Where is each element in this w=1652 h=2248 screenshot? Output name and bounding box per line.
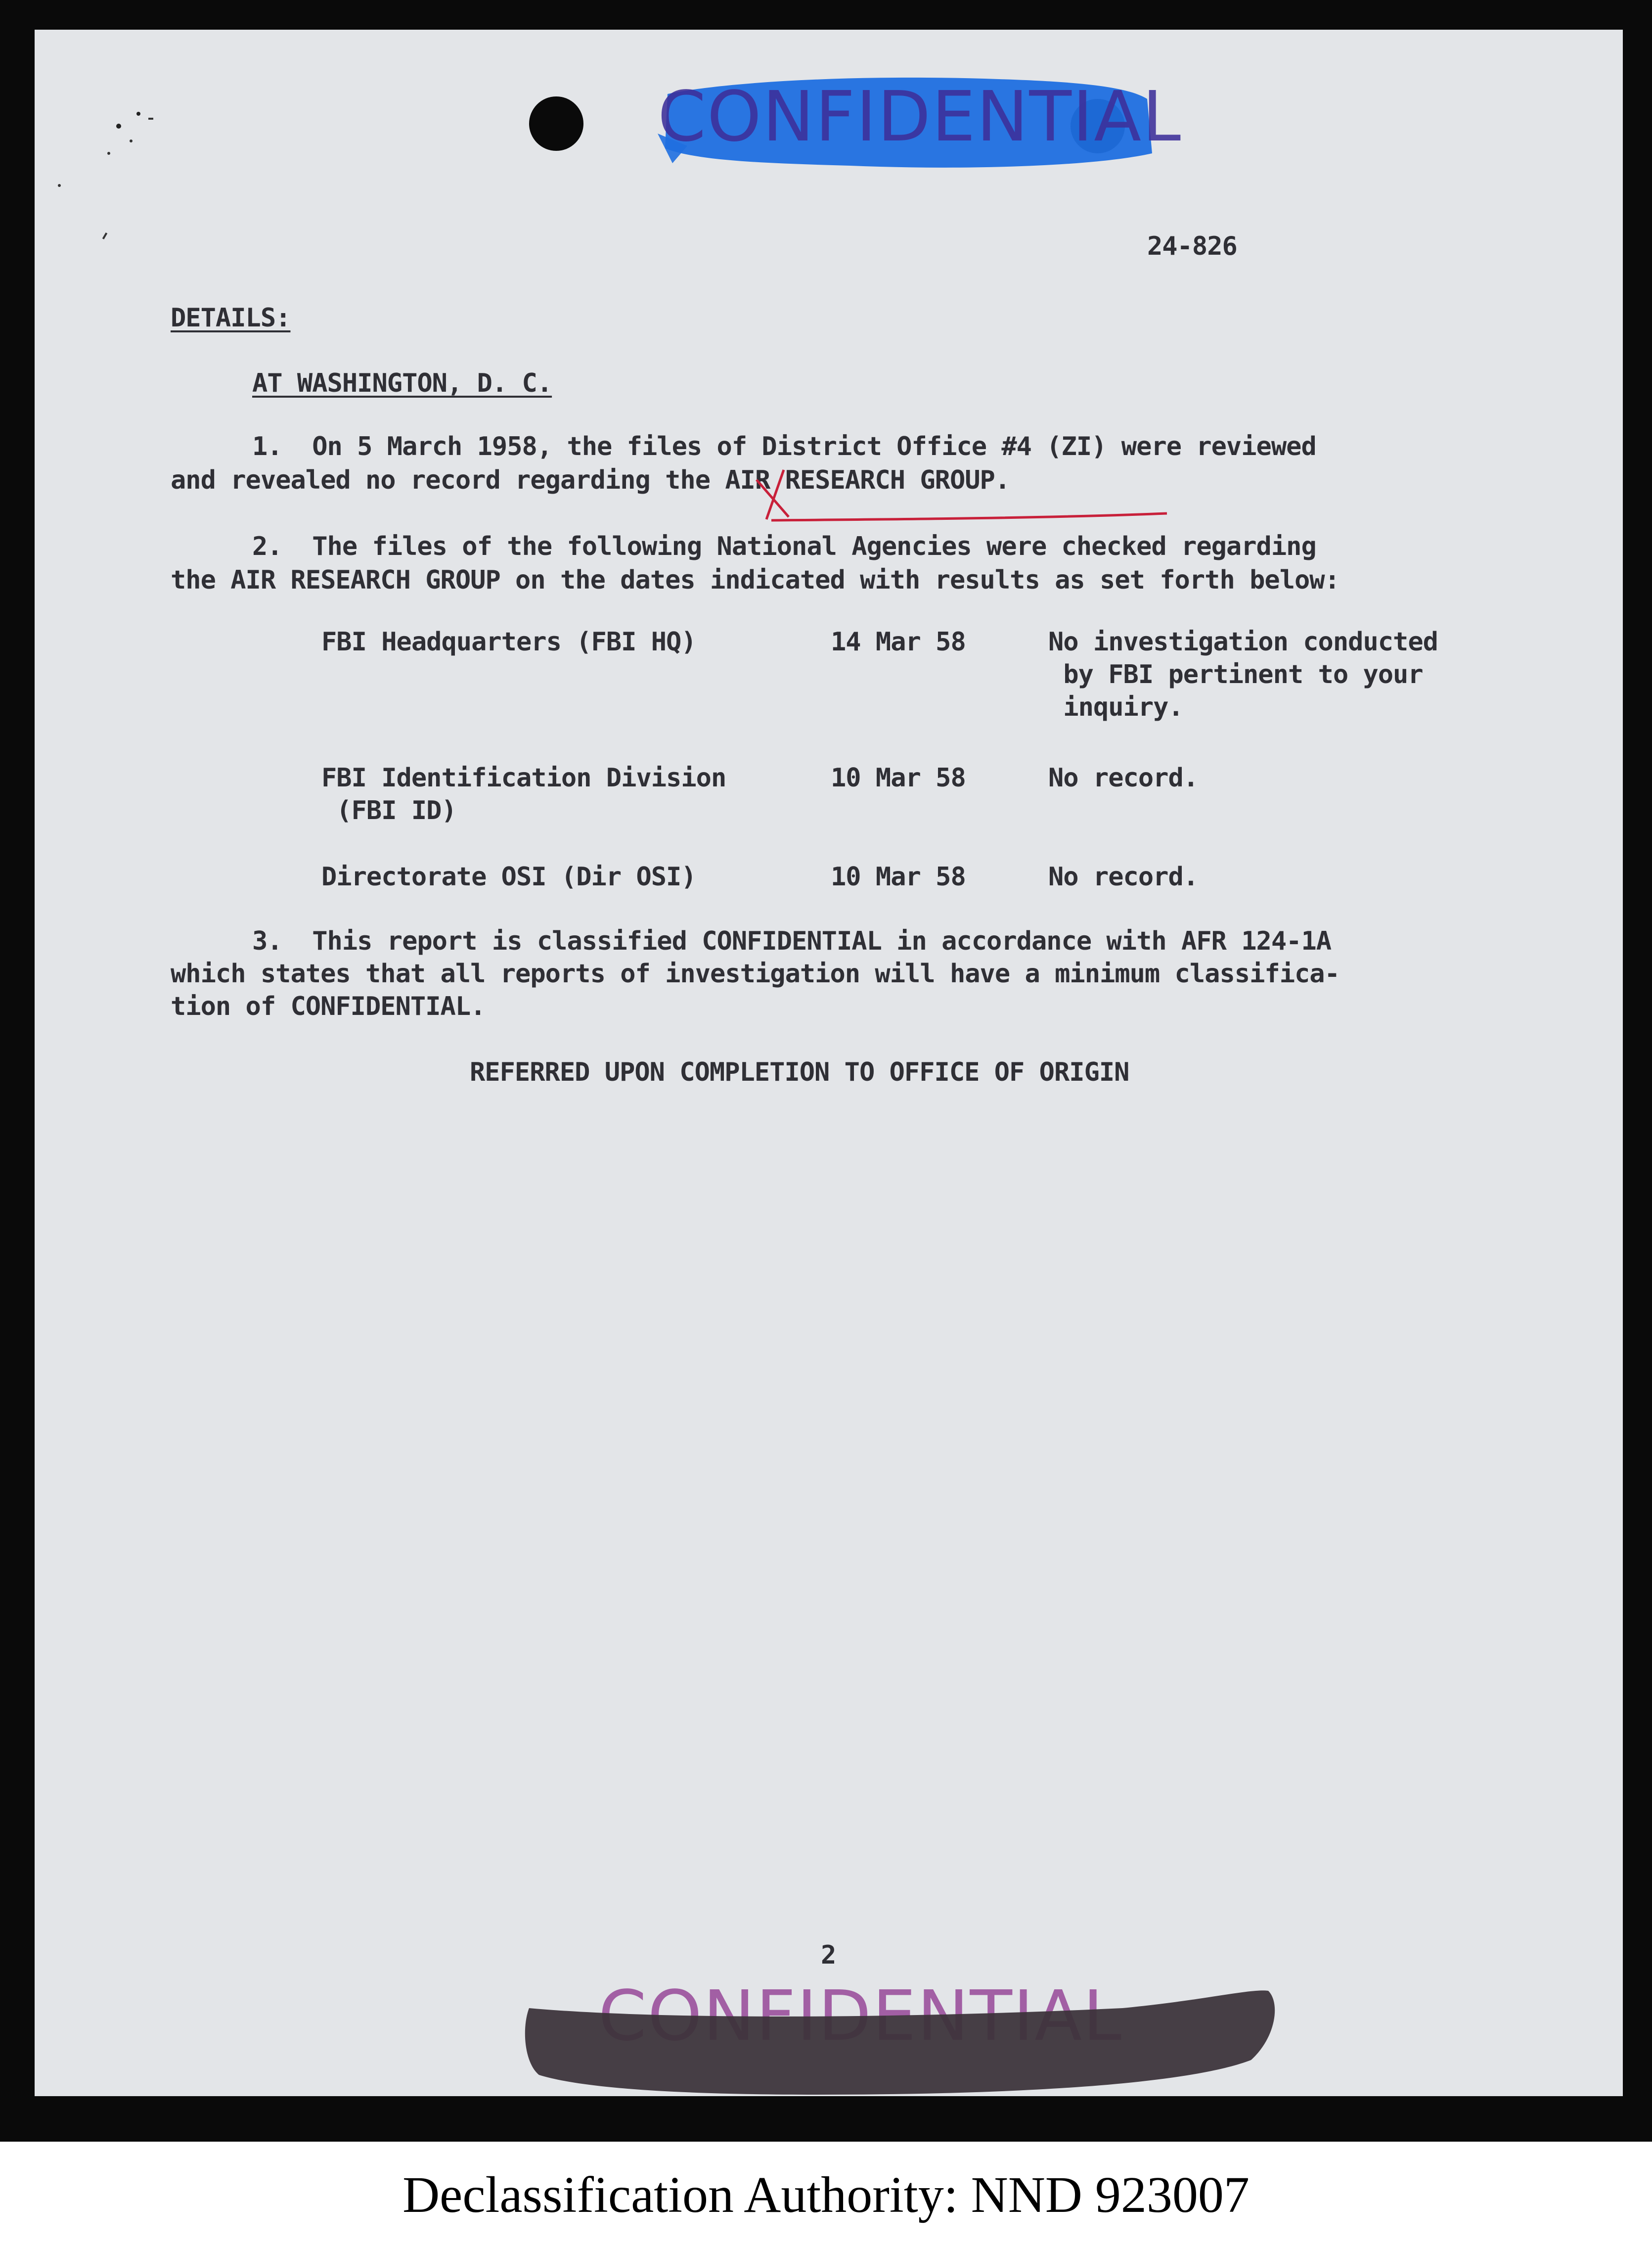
confidential-stamp-top: CONFIDENTIAL — [658, 77, 1182, 157]
check-result: No investigation conducted — [1048, 627, 1438, 657]
punch-hole-left — [529, 96, 583, 151]
paragraph-1-line-2: and revealed no record regarding the AIR RESEARCH GROUP. — [171, 465, 1010, 495]
document-page — [35, 30, 1623, 2096]
file-number: 24-826 — [1147, 231, 1237, 261]
agency-name: Directorate OSI (Dir OSI) — [321, 862, 696, 892]
page-number: 2 — [821, 1940, 836, 1970]
declassification-authority: Declassification Authority: NND 923007 — [0, 2142, 1652, 2248]
check-result: No record. — [1048, 763, 1199, 793]
location-heading: AT WASHINGTON, D. C. — [252, 368, 552, 398]
check-result: by FBI pertinent to your — [1048, 660, 1423, 689]
agency-name: FBI Identification Division — [321, 763, 726, 793]
details-heading: DETAILS: — [171, 303, 291, 333]
check-result: No record. — [1048, 862, 1199, 892]
check-result: inquiry. — [1048, 692, 1183, 722]
paragraph-1-line-1: 1. On 5 March 1958, the files of District Office #4 (ZI) were reviewed — [252, 432, 1316, 461]
agency-name: FBI Headquarters (FBI HQ) — [321, 627, 696, 657]
paragraph-2-line-2: the AIR RESEARCH GROUP on the dates indicated with results as set forth below: — [171, 565, 1339, 595]
redaction-marker — [519, 1973, 1281, 2096]
paragraph-2-line-1: 2. The files of the following National Agencies were checked regarding — [252, 532, 1316, 561]
check-date: 10 Mar 58 — [831, 862, 966, 892]
check-date: 10 Mar 58 — [831, 763, 966, 793]
paragraph-3-line-2: which states that all reports of investigation will have a minimum classifica- — [171, 959, 1339, 989]
closing-line: REFERRED UPON COMPLETION TO OFFICE OF ORIGIN — [470, 1057, 1129, 1087]
paragraph-3-line-3: tion of CONFIDENTIAL. — [171, 992, 486, 1021]
paragraph-3-line-1: 3. This report is classified CONFIDENTIAL in accordance with AFR 124-1A — [252, 926, 1332, 956]
agency-name: (FBI ID) — [321, 796, 456, 826]
dust-specks — [45, 79, 153, 257]
check-date: 14 Mar 58 — [831, 627, 966, 657]
